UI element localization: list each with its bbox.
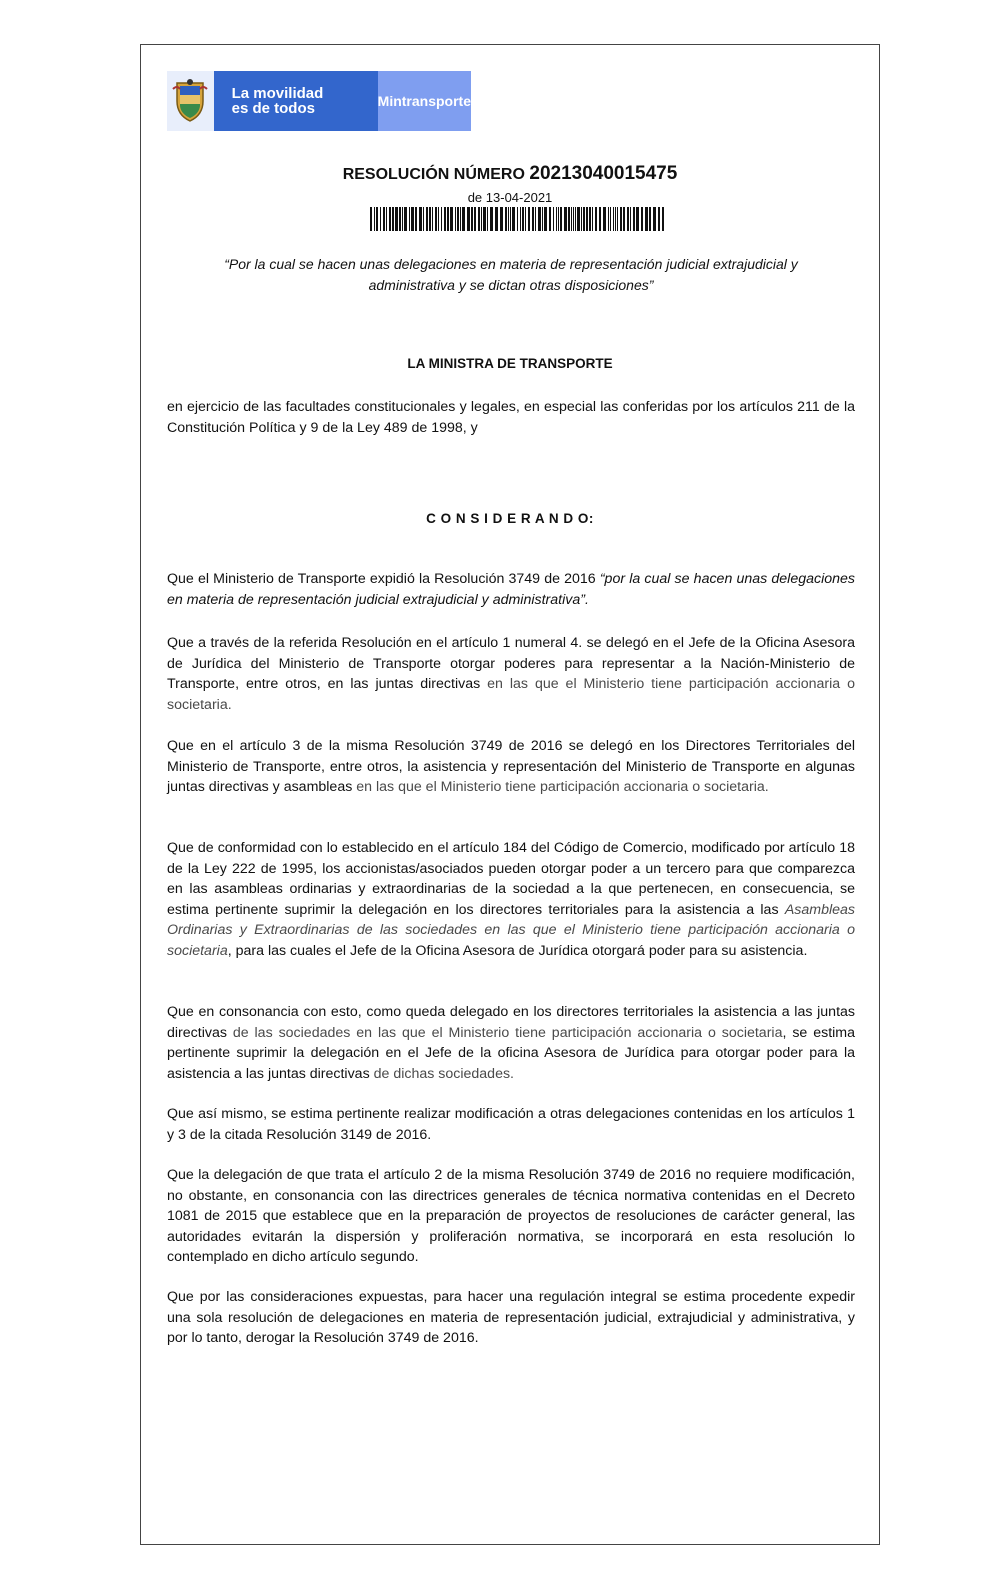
resolution-title [141, 163, 879, 185]
coat-of-arms-icon [167, 71, 214, 131]
barcode-bar [589, 207, 591, 231]
barcode-bar [383, 207, 385, 231]
barcode-bar [577, 207, 580, 231]
barcode-bar [389, 207, 391, 231]
barcode-bar [535, 207, 536, 231]
barcode-bar [617, 207, 618, 231]
barcode-bar [653, 207, 656, 231]
barcode-bar [573, 207, 574, 231]
p5-text-mid: , se estima pertinente suprimir la delegación en el Jefe de la oficina Asesora de Jurídica para otorgar poder para la asistencia a las juntas directivas [167, 1024, 855, 1082]
barcode-bar [404, 207, 407, 231]
barcode-bar [558, 207, 559, 231]
barcode-bar [520, 207, 521, 231]
considering-paragraph-1 [167, 569, 855, 610]
barcode-bar [409, 207, 410, 231]
barcode-bar [467, 207, 470, 231]
barcode-bar [399, 207, 401, 231]
barcode-bar [645, 207, 648, 231]
barcode-bar [455, 207, 456, 231]
barcode-bar [512, 207, 515, 231]
barcode-bar [636, 207, 639, 231]
slogan-line-1: La movilidad [231, 85, 324, 102]
considering-paragraph-3 [167, 736, 855, 798]
considering-paragraph-4 [167, 838, 855, 961]
slogan-line-2: es de todos [231, 100, 315, 117]
barcode-bar [471, 207, 473, 231]
barcode-bar [510, 207, 511, 231]
barcode-bar [444, 207, 446, 231]
p2-text: Que a través de la referida Resolución en el artículo 1 numeral 4. se delegó en el Jefe de la Oficina Asesora de Jurídica del Ministerio de Transporte otorgar poderes para representar a la Nación-Ministerio de Transporte, entre otros, en las juntas directivas [167, 635, 855, 692]
barcode-bar [508, 207, 509, 231]
subtitle-line-2: administrativa y se dictan otras disposiciones” [368, 277, 654, 293]
barcode-bar [630, 207, 631, 231]
barcode-bar [560, 207, 562, 231]
barcode-bar [662, 207, 664, 231]
p1-text: Que el Ministerio de Transporte expidió la Resolución 3749 de 2016 [167, 571, 600, 587]
preamble-paragraph: en ejercicio de las facultades constitucionales y legales, en especial las conferidas por los artículos 211 de la Constitución Política y 9 de la Ley 489 de 1998, y [167, 399, 855, 436]
barcode-bar [386, 207, 387, 231]
p1-italic-quote: “por la cual se hacen unas delegaciones en materia de representación judicial extrajudicial y administrativa”. [167, 571, 855, 608]
barcode-bar [528, 207, 530, 231]
barcode-bar [505, 207, 507, 231]
barcode-bar [374, 207, 375, 231]
barcode-bar [623, 207, 625, 231]
p5-text: Que en consonancia con esto, como queda delegado en los directores territoriales la asistencia a las juntas directivas [167, 1004, 855, 1041]
barcode-bar [592, 207, 593, 231]
barcode-bar [483, 207, 486, 231]
barcode-bar [438, 207, 439, 231]
barcode-bar [435, 207, 437, 231]
barcode-bar [517, 207, 518, 231]
barcode-bar [426, 207, 428, 231]
barcode-bar [380, 207, 381, 231]
considering-paragraph-7: Que la delegación de que trata el artículo 2 de la misma Resolución 3749 de 2016 no requiere modificación, no obstante, en consonancia con las directrices generales de técnica normativa contenidas en el Decreto 1081 de 2015 que establece que en la preparación de proyectos de resoluciones de carácter general, las autoridades evitarán la dispersión y proliferación normativa, se incorporará en esta resolución lo contemplado en dicho artículo segundo. [167, 1167, 855, 1265]
barcode-bar [376, 207, 378, 231]
considering-paragraph-2 [167, 633, 855, 715]
subtitle-line-1: “Por la cual se hacen unas delegaciones en materia de representación judicial extrajudicial y [224, 256, 798, 272]
barcode-bar [532, 207, 534, 231]
barcode-bar [544, 207, 547, 231]
barcode-bar [627, 207, 629, 231]
resolution-number: 20213040015475 [529, 163, 678, 184]
p3-grey-text: en las que el Ministerio tiene participación accionaria o societaria. [356, 779, 769, 795]
barcode-bar [370, 207, 372, 231]
barcode-bar [500, 207, 503, 231]
p5-grey-text-end: de dichas sociedades. [373, 1065, 515, 1082]
barcode-bar [447, 207, 449, 231]
barcode-bar [599, 207, 601, 231]
barcode-bar [615, 207, 616, 231]
barcode-bar [419, 207, 422, 231]
p4-text-end: , para las cuales el Jefe de la Oficina Asesora de Jurídica otorgará poder para su asistencia. [227, 942, 808, 959]
barcode-bar [571, 207, 572, 231]
barcode [370, 207, 668, 231]
barcode-bar [613, 207, 614, 231]
considering-paragraph-5 [167, 1002, 855, 1084]
barcode-bar [575, 207, 576, 231]
logo-slogan-block [214, 71, 378, 131]
p5-grey-text: de las sociedades en las que el Ministerio tiene participación accionaria o societaria [232, 1024, 783, 1041]
document-page [140, 44, 880, 1545]
barcode-bar [460, 207, 461, 231]
barcode-bar [478, 207, 480, 231]
resolution-label: RESOLUCIÓN NÚMERO [342, 166, 525, 183]
barcode-bar [415, 207, 417, 231]
barcode-bar [402, 207, 403, 231]
resolution-subtitle [181, 254, 841, 296]
p3-text: Que en el artículo 3 de la misma Resolución 3749 de 2016 se delegó en los Directores Territoriales del Ministerio de Transporte, entre otros, la asistencia y representación del Ministerio de Transporte en algunas juntas directivas y asambleas [167, 738, 855, 795]
barcode-bar [549, 207, 551, 231]
barcode-bar [603, 207, 606, 231]
p4-italic-text: Asambleas Ordinarias y Extraordinarias de las sociedades en las que el Ministerio tiene participación accionaria o societaria [167, 901, 855, 959]
barcode-bar [450, 207, 453, 231]
barcode-bar [610, 207, 611, 231]
barcode-bar [432, 207, 433, 231]
authority-heading: LA MINISTRA DE TRANSPORTE [407, 356, 613, 371]
ministry-logo [167, 71, 471, 131]
barcode-bar [525, 207, 526, 231]
barcode-bar [581, 207, 582, 231]
barcode-bar [542, 207, 543, 231]
considering-paragraph-6: Que así mismo, se estima pertinente realizar modificación a otras delegaciones contenidas en los artículos 1 y 3 de la citada Resolución 3149 de 2016. [167, 1106, 855, 1143]
barcode-bar [395, 207, 398, 231]
barcode-bar [474, 207, 476, 231]
barcode-bar [595, 207, 597, 231]
barcode-bar [649, 207, 651, 231]
barcode-bar [556, 207, 557, 231]
barcode-bar [522, 207, 524, 231]
barcode-bar [538, 207, 541, 231]
logo-entity-name: Mintransporte [378, 71, 471, 131]
p4-text: Que de conformidad con lo establecido en el artículo 184 del Código de Comercio, modificado por artículo 18 de la Ley 222 de 1995, los accionistas/asociados pueden otorgar poder a un tercero para que comparezca en las asambleas ordinarias y extraordinarias de la sociedad a la que pertenecen, en consecuencia, se estima pertinente suprimir la delegación en los directores territoriales para la asistencia a las [167, 840, 855, 918]
barcode-bar [608, 207, 609, 231]
barcode-bar [553, 207, 554, 231]
barcode-bar [429, 207, 431, 231]
barcode-bar [487, 207, 488, 231]
barcode-bar [411, 207, 414, 231]
resolution-date: de 13-04-2021 [467, 190, 553, 205]
barcode-bar [658, 207, 660, 231]
barcode-bar [586, 207, 588, 231]
barcode-bar [633, 207, 635, 231]
barcode-bar [641, 207, 643, 231]
barcode-bar [620, 207, 622, 231]
barcode-bar [583, 207, 585, 231]
barcode-bar [462, 207, 465, 231]
barcode-bar [481, 207, 482, 231]
barcode-bar [490, 207, 493, 231]
barcode-bar [457, 207, 459, 231]
barcode-bar [495, 207, 498, 231]
barcode-bar [568, 207, 570, 231]
considering-paragraph-8: Que por las consideraciones expuestas, para hacer una regulación integral se estima procedente expedir una sola resolución de delegaciones en materia de representación judicial, extrajudicial y administrativa, y por lo tanto, derogar la Resolución 3749 de 2016. [167, 1289, 855, 1346]
barcode-bar [564, 207, 567, 231]
barcode-bar [392, 207, 394, 231]
barcode-bar [441, 207, 442, 231]
p2-grey-text: en las que el Ministerio tiene participación accionaria o societaria. [167, 676, 855, 713]
barcode-bar [423, 207, 424, 231]
logo-slogan [214, 86, 324, 116]
considerando-heading: C O N S I D E R A N D O: [426, 511, 594, 526]
